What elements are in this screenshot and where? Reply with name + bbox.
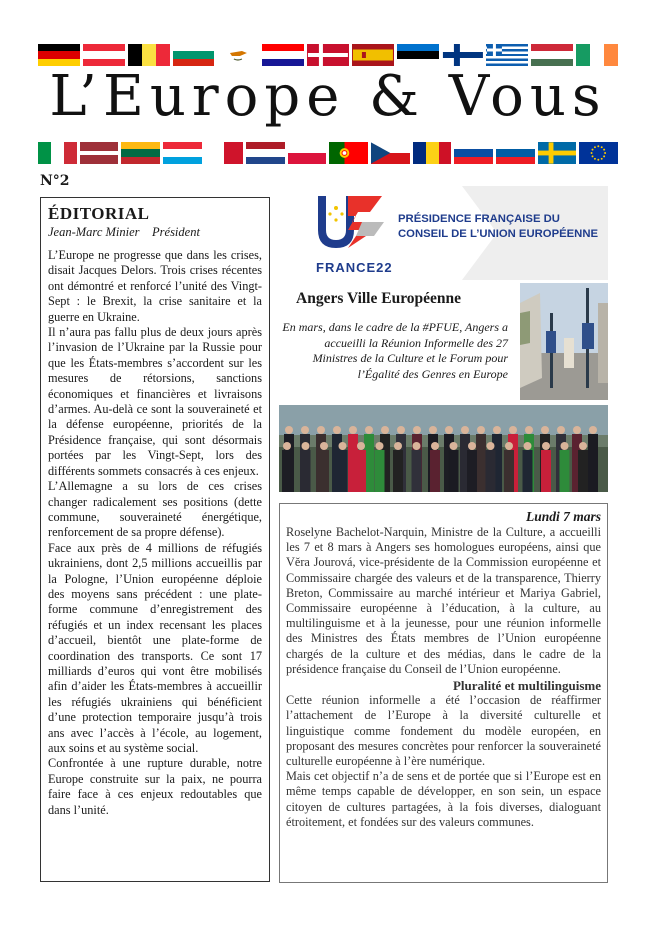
person-head bbox=[561, 442, 569, 450]
person-head bbox=[450, 442, 458, 450]
person-head bbox=[431, 442, 439, 450]
person-head bbox=[589, 426, 597, 434]
editorial-body bbox=[48, 248, 262, 818]
person-figure bbox=[486, 450, 496, 492]
person-head bbox=[302, 442, 310, 450]
person-head bbox=[339, 442, 347, 450]
article-subheading: Pluralité et multilinguisme bbox=[452, 678, 601, 694]
person-head bbox=[573, 426, 581, 434]
person-head bbox=[477, 426, 485, 434]
masthead-title: L’Europe & Vous bbox=[49, 64, 607, 129]
person-figure bbox=[476, 434, 486, 492]
presidency-logo-text bbox=[398, 212, 618, 242]
person-figure bbox=[393, 450, 403, 492]
editorial-title: ÉDITORIAL bbox=[48, 204, 150, 223]
person-head bbox=[357, 442, 365, 450]
person-head bbox=[413, 426, 421, 434]
person-figure bbox=[375, 450, 385, 492]
article-body bbox=[286, 525, 601, 830]
article-date: Lundi 7 mars bbox=[525, 509, 601, 524]
person-figure bbox=[523, 450, 533, 492]
person-head bbox=[505, 442, 513, 450]
france22-badge: FRANCE22 bbox=[316, 260, 393, 275]
person-head bbox=[541, 426, 549, 434]
editorial-author: Jean-Marc Minier Président bbox=[48, 225, 200, 239]
person-head bbox=[557, 426, 565, 434]
czechia-flag bbox=[371, 142, 410, 164]
person-figure bbox=[588, 434, 598, 492]
person-head bbox=[376, 442, 384, 450]
person-figure bbox=[430, 450, 440, 492]
article-paragraph-1: Roselyne Bachelot-Narquin, Ministre de la Culture, a accueilli les 7 et 8 mars à Angers ses homologues européens, ainsi que Věra Jourová, vice-présidente de la Commission européenne et Commissaire chargée des valeurs et de la transparence, Thierry Breton, Commissaire au marché intérieur et Mariya Gabriel, Commissaire européenne à l’éducation, à la culture, au multilinguisme et à la jeunesse, pour une réunion informelle des Ministres des États membres de l’Union européenne chargés de la culture et des médias, dans le cadre de la présidence française du Conseil de l’Union européenne. bbox=[286, 525, 601, 676]
person-head bbox=[429, 426, 437, 434]
flag-row-bottom bbox=[38, 142, 618, 164]
netherlands-flag bbox=[246, 142, 285, 164]
editorial-paragraph: Il n’aura pas fallu plus de deux jours après l’invasion de l’Ukraine par la Russie pour que les États-membres s’accordent sur les mesures de rétorsions, sanctions économiques et financières et livraisons d’armes. Au-delà ce sont la souveraineté et la défense européenne, priorités de la Présidence française, qui sont désormais portées par les Vingt-Sept, lors des différents sommets consacrés à ces enjeux. bbox=[48, 325, 262, 478]
street-photo bbox=[520, 283, 608, 400]
article-box bbox=[279, 503, 608, 883]
person-head bbox=[333, 426, 341, 434]
person-figure bbox=[338, 450, 348, 492]
person-head bbox=[445, 426, 453, 434]
person-figure bbox=[504, 450, 514, 492]
malta-flag bbox=[205, 142, 244, 164]
latvia-flag bbox=[80, 142, 119, 164]
person-head bbox=[461, 426, 469, 434]
romania-flag bbox=[413, 142, 452, 164]
person-head bbox=[301, 426, 309, 434]
eu-flag bbox=[579, 142, 618, 164]
article-paragraph-2: Cette réunion informelle a été l’occasion de réaffirmer l’attachement de l’Europe à la diversité culturelle et linguistique comme fondement du modèle européen, en proposant des mesures concrètes pour renforcer la souveraineté culturelle européenne à l’ère numérique. bbox=[286, 693, 601, 769]
person-figure bbox=[301, 450, 311, 492]
angers-title: Angers Ville Européenne bbox=[296, 290, 462, 307]
person-head bbox=[317, 426, 325, 434]
person-head bbox=[283, 442, 291, 450]
slovakia-flag bbox=[454, 142, 493, 164]
group-photo bbox=[279, 405, 608, 492]
poland-flag bbox=[288, 142, 327, 164]
person-figure bbox=[449, 450, 459, 492]
editorial-paragraph: Confrontée à une rupture durable, notre Europe construite sur la paix, ne pourra faire face à ces enjeux redoutables que dans l’unité. bbox=[48, 756, 262, 817]
presidency-line-2: CONSEIL DE L’UNION EUROPÉENNE bbox=[398, 228, 599, 240]
italy-flag bbox=[38, 142, 77, 164]
person-figure bbox=[560, 450, 570, 492]
sweden-flag bbox=[538, 142, 577, 164]
editorial-paragraph: L’Europe ne progresse que dans les crises, disait Jacques Delors. Trois crises récentes ont démontré et renforcé l’unité des Vingt-Sept : le Brexit, la crise sanitaire et la guerre en Ukraine. bbox=[48, 248, 262, 324]
person-figure bbox=[282, 450, 292, 492]
lithuania-flag bbox=[121, 142, 160, 164]
portugal-flag bbox=[329, 142, 368, 164]
luxembourg-flag bbox=[163, 142, 202, 164]
person-figure bbox=[578, 450, 588, 492]
editorial-box bbox=[40, 197, 270, 882]
angers-subtitle: En mars, dans le cadre de la #PFUE, Angers a accueilli la Réunion Informelle des 27 Ministres de la Culture et le Forum pour l’Égalité des Genres en Europe bbox=[282, 320, 508, 381]
issue-number: N°2 bbox=[40, 173, 70, 189]
person-head bbox=[579, 442, 587, 450]
person-head bbox=[394, 442, 402, 450]
person-head bbox=[381, 426, 389, 434]
person-figure bbox=[467, 450, 477, 492]
person-head bbox=[509, 426, 517, 434]
person-head bbox=[542, 442, 550, 450]
person-head bbox=[524, 442, 532, 450]
person-figure bbox=[319, 450, 329, 492]
slovenia-flag bbox=[496, 142, 535, 164]
presidency-line-1: PRÉSIDENCE FRANÇAISE DU bbox=[398, 213, 560, 225]
person-figure bbox=[412, 450, 422, 492]
editorial-paragraph: Face aux près de 4 millions de réfugiés ukrainiens, dont 2,5 millions accueillis par la Pologne, l’Union européenne déploie des moyens sans précédent : une plate-forme commune d’enregistrement des réfugiés et un index recensant les places d’accueil, bientôt une plate-forme de coordination des transports. Ce sont 17 milliards d’euros qui vont être mobilisés afin d’aider les États-membres à accueillir les réfugiés ukrainiens qui bénéficient d’une protection temporaire jusqu’à trois ans avec l’accès à l’école, au logement, aux soins et au système social. bbox=[48, 540, 262, 755]
person-head bbox=[349, 426, 357, 434]
article-paragraph-3: Mais cet objectif n’a de sens et de portée que si l’Europe est en même temps capable de développer, en son sein, un espace citoyen de cultures partagées, à la fois diverses, dialoguant étroitement, et fondées sur des valeurs communes. bbox=[286, 769, 601, 829]
person-head bbox=[525, 426, 533, 434]
person-figure bbox=[541, 450, 551, 492]
person-head bbox=[493, 426, 501, 434]
person-head bbox=[365, 426, 373, 434]
person-head bbox=[468, 442, 476, 450]
person-head bbox=[397, 426, 405, 434]
person-head bbox=[285, 426, 293, 434]
person-head bbox=[320, 442, 328, 450]
person-head bbox=[487, 442, 495, 450]
person-figure bbox=[356, 450, 366, 492]
editorial-paragraph: L’Allemagne a su lors de ces crises changer radicalement ses positions (dette commune, souveraineté énergétique, renforcement de sa propre défense). bbox=[48, 479, 262, 540]
person-head bbox=[413, 442, 421, 450]
